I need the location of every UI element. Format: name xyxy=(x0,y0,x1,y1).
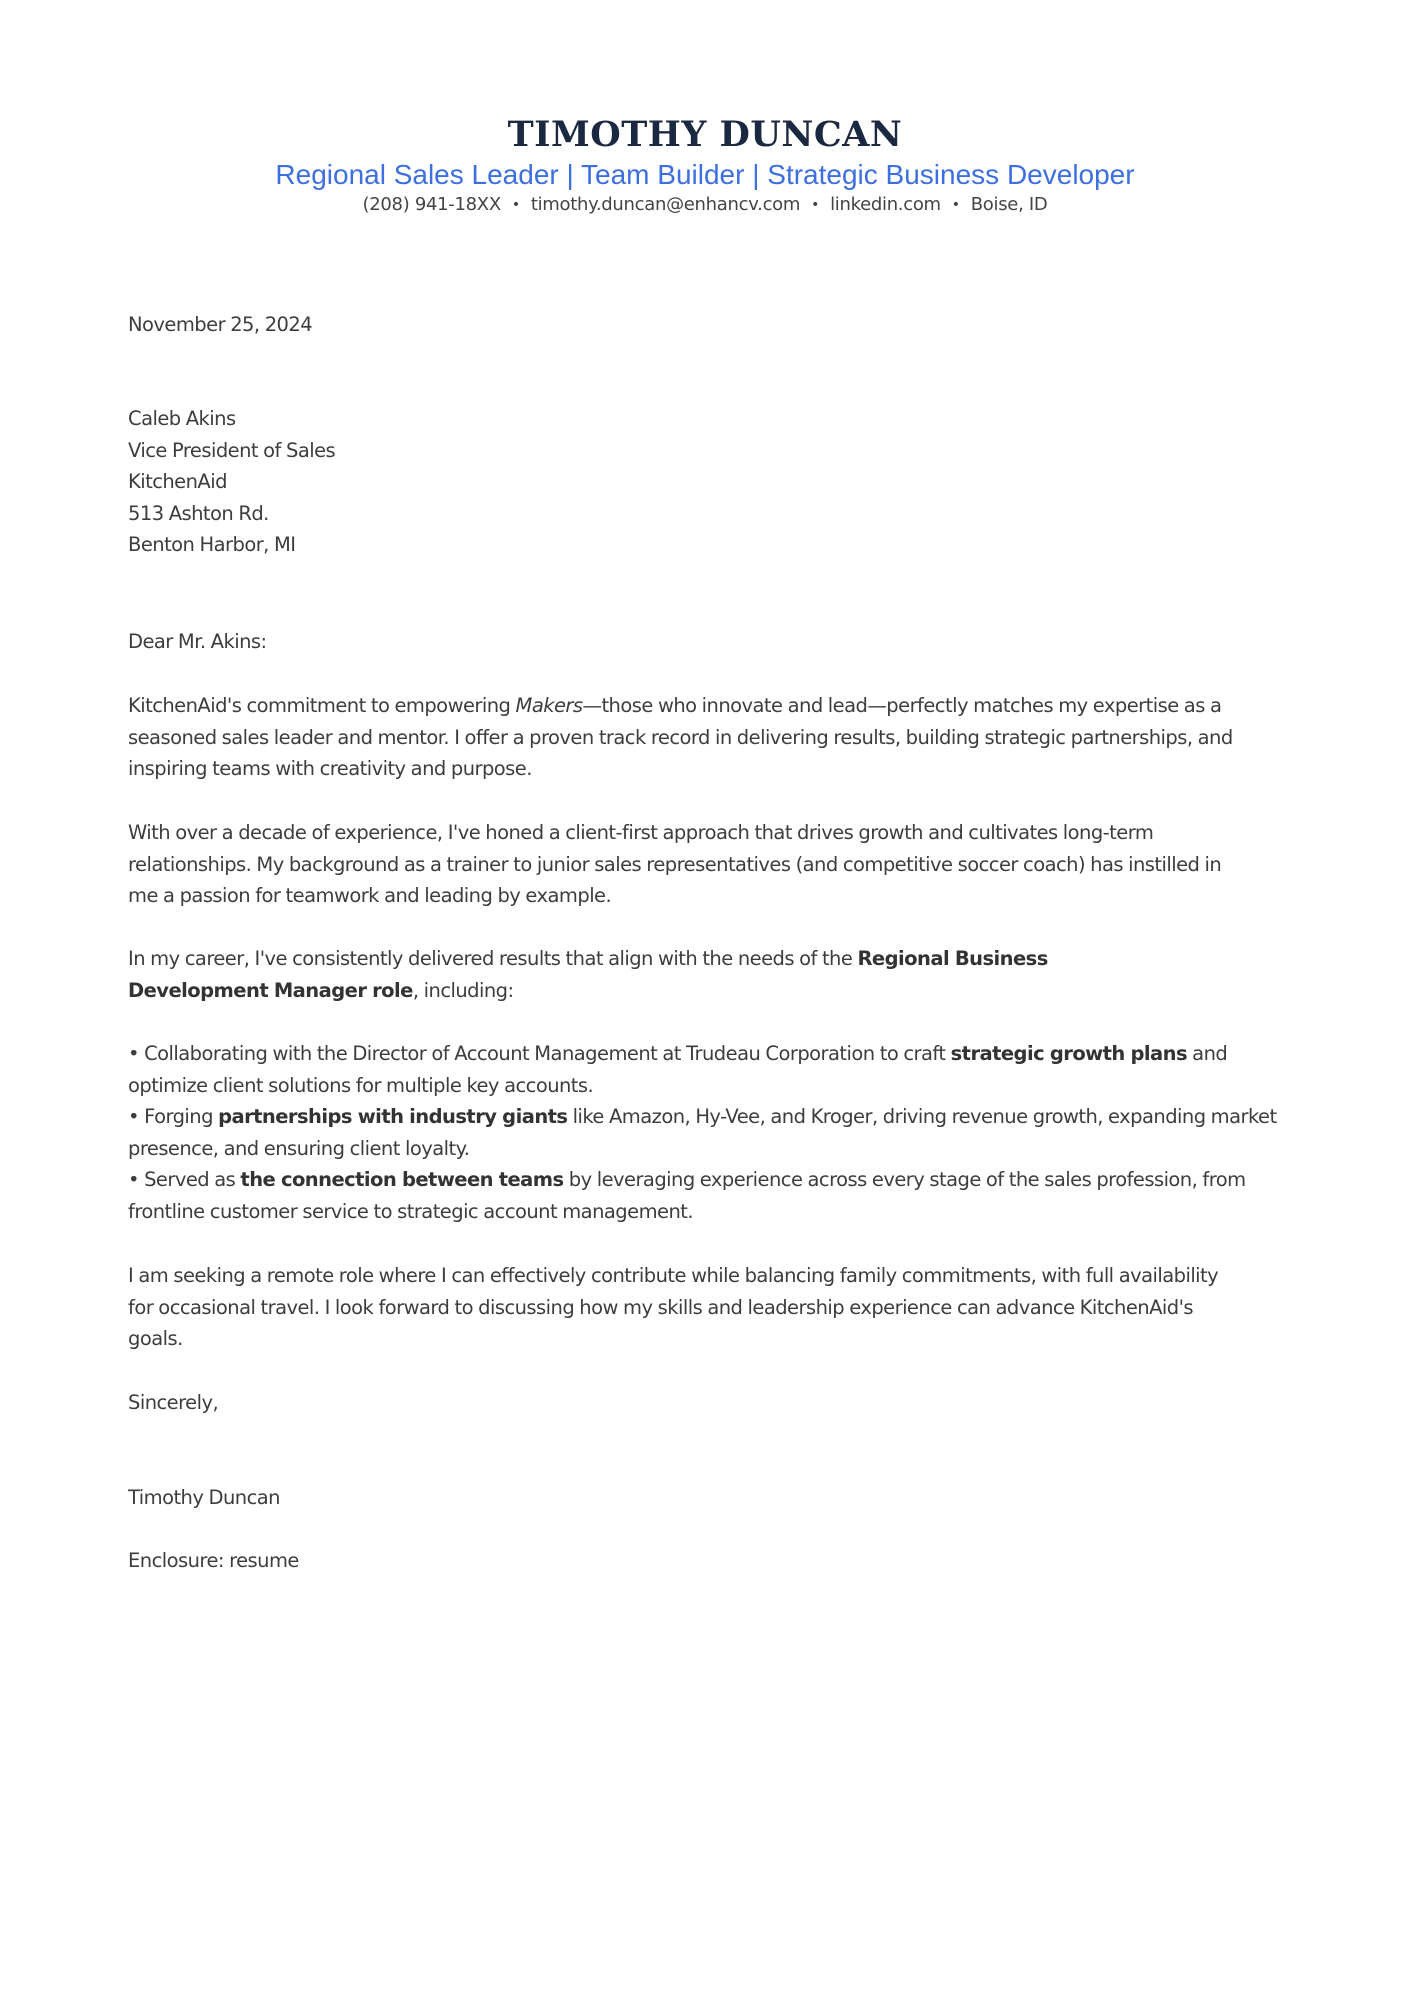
letter-header xyxy=(0,112,1410,219)
recipient-company: KitchenAid xyxy=(128,470,227,494)
text: • Served as xyxy=(128,1168,241,1192)
achievement-list xyxy=(128,1038,1288,1228)
text: frontline customer service to strategic account management. xyxy=(128,1199,694,1223)
contact-location: Boise, ID xyxy=(970,194,1048,215)
paragraph-career xyxy=(128,943,1288,1006)
text: —those who innovate and lead—perfectly matches my expertise as a xyxy=(582,694,1222,717)
text: by leveraging experience across every stage of the sales profession, from xyxy=(563,1168,1246,1192)
separator-dot: • xyxy=(811,197,820,213)
recipient-name: Caleb Akins xyxy=(128,407,236,430)
text: • Forging xyxy=(128,1105,219,1129)
text: KitchenAid's commitment to empowering xyxy=(128,694,516,717)
recipient-city: Benton Harbor, MI xyxy=(128,533,296,557)
text: relationships. My background as a trainer to junior sales representatives (and competitive soccer coach) has instilled in xyxy=(128,852,1222,876)
signature: Timothy Duncan xyxy=(128,1486,280,1509)
text: inspiring teams with creativity and purpose. xyxy=(128,757,532,781)
contact-website[interactable]: linkedin.com xyxy=(830,194,941,215)
text: optimize client solutions for multiple key accounts. xyxy=(128,1073,594,1097)
bold-highlight: the connection between teams xyxy=(240,1168,564,1192)
text: With over a decade of experience, I've honed a client-first approach that drives growth and cultivates long-term xyxy=(128,821,1154,844)
closing: Sincerely, xyxy=(128,1391,219,1414)
text: presence, and ensuring client loyalty. xyxy=(128,1136,470,1160)
list-item xyxy=(128,1038,1288,1101)
recipient-street: 513 Ashton Rd. xyxy=(128,501,269,525)
text: • Collaborating with the Director of Account Management at Trudeau Corporation to craft xyxy=(128,1042,951,1065)
letter-date: November 25, 2024 xyxy=(128,313,313,336)
text: goals. xyxy=(128,1327,183,1351)
text: like Amazon, Hy-Vee, and Kroger, driving revenue growth, expanding market xyxy=(567,1105,1277,1129)
paragraph-closing xyxy=(128,1260,1288,1355)
bold-highlight: partnerships with industry giants xyxy=(218,1105,568,1129)
contact-line xyxy=(0,192,1410,219)
recipient-block xyxy=(128,403,1288,561)
list-item xyxy=(128,1164,1288,1227)
text: , including: xyxy=(412,978,514,1002)
separator-dot: • xyxy=(951,197,960,213)
applicant-name: TIMOTHY DUNCAN xyxy=(507,114,903,155)
paragraph-intro xyxy=(128,690,1288,785)
text: In my career, I've consistently delivered results that align with the needs of the xyxy=(128,947,858,970)
text: for occasional travel. I look forward to discussing how my skills and leadership experience can advance KitchenAid's xyxy=(128,1295,1194,1319)
separator-dot: • xyxy=(511,197,520,213)
text: and xyxy=(1187,1042,1228,1065)
contact-email[interactable]: timothy.duncan@enhancv.com xyxy=(530,194,801,215)
enclosure: Enclosure: resume xyxy=(128,1549,299,1572)
list-item xyxy=(128,1101,1288,1164)
bold-highlight: strategic growth plans xyxy=(950,1042,1188,1065)
recipient-title: Vice President of Sales xyxy=(128,438,336,462)
applicant-headline: Regional Sales Leader | Team Builder | Strategic Business Developer xyxy=(275,159,1135,190)
contact-phone: (208) 941-18XX xyxy=(362,194,501,215)
paragraph-experience xyxy=(128,817,1288,912)
bold-role: Development Manager role xyxy=(128,978,413,1002)
text: seasoned sales leader and mentor. I offer a proven track record in delivering results, building strategic partnerships, and xyxy=(128,725,1233,749)
text: me a passion for teamwork and leading by example. xyxy=(128,884,612,908)
salutation: Dear Mr. Akins: xyxy=(128,630,267,653)
bold-role: Regional Business xyxy=(857,947,1048,970)
emphasis-makers: Makers xyxy=(515,694,583,717)
text: I am seeking a remote role where I can effectively contribute while balancing family commitments, with full availability xyxy=(128,1264,1219,1287)
